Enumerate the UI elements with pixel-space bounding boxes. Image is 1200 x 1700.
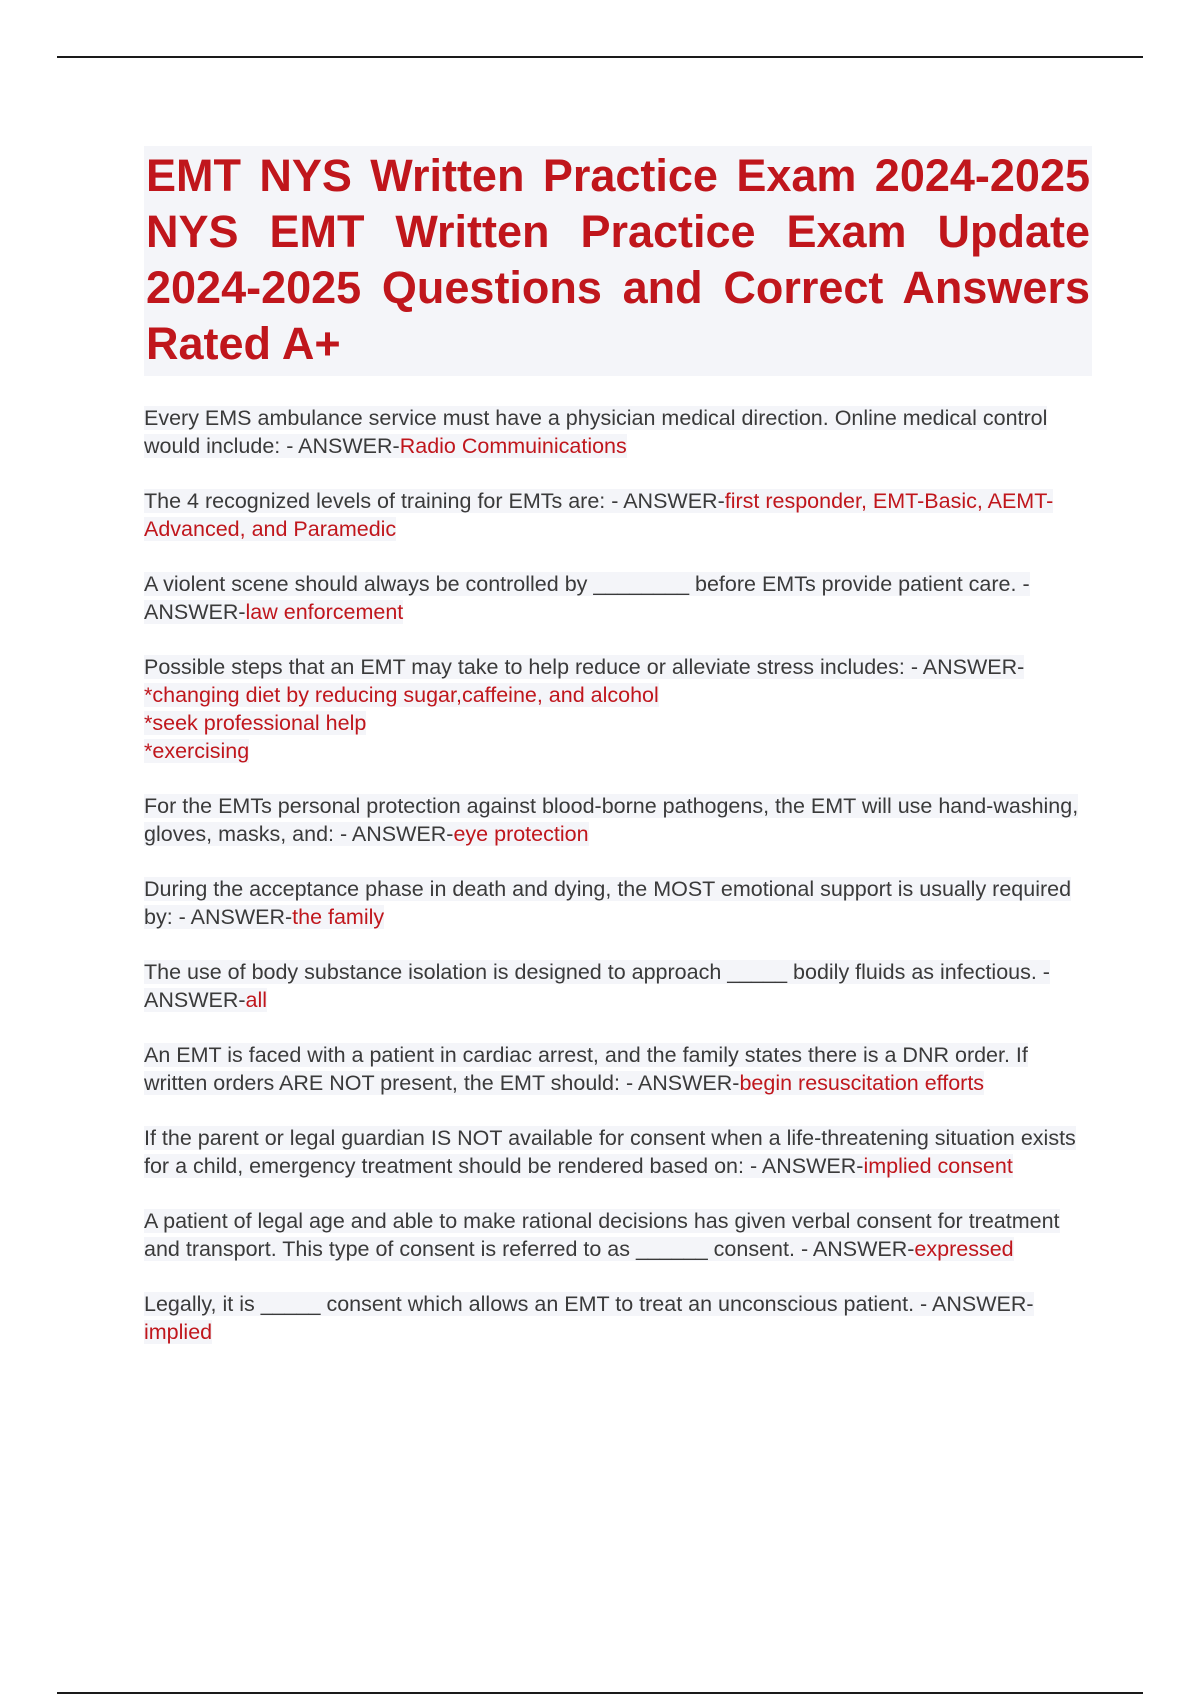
document-body: [144, 146, 1092, 1373]
answer-text: the family: [292, 905, 385, 929]
bottom-rule: [57, 1692, 1143, 1694]
answer-label: - ANSWER-: [172, 905, 293, 929]
question-text: The 4 recognized levels of training for EMTs are:: [144, 489, 606, 513]
qa-item: [144, 1290, 1092, 1346]
question-text: If the parent or legal guardian IS NOT available for consent when a life-threatening situation exists for a child, emergency treatment should be rendered based on:: [144, 1126, 1076, 1178]
answer-line: *exercising: [144, 739, 250, 763]
answer-text: all: [245, 988, 268, 1012]
answer-line: *changing diet by reducing sugar,caffeine, and alcohol: [144, 683, 659, 707]
question-text: Every EMS ambulance service must have a physician medical direction. Online medical control would include:: [144, 406, 1048, 458]
answer-text: expressed: [914, 1237, 1014, 1261]
answer-label: - ANSWER-: [144, 572, 1030, 624]
qa-item: [144, 1041, 1092, 1097]
qa-item: [144, 1124, 1092, 1180]
question-text: A violent scene should always be controlled by ________ before EMTs provide patient care.: [144, 572, 1017, 596]
title-block: [144, 146, 1092, 376]
answer-text: first responder, EMT-Basic, AEMT-Advanced, and Paramedic: [144, 489, 1054, 541]
answer-label: - ANSWER-: [280, 434, 400, 458]
qa-item: [144, 570, 1092, 626]
answer-label: - ANSWER-: [904, 655, 1025, 679]
question-text: An EMT is faced with a patient in cardiac arrest, and the family states there is a DNR order. If written orders ARE NOT present, the EMT should:: [144, 1043, 1028, 1095]
question-text: During the acceptance phase in death and dying, the MOST emotional support is usually required by:: [144, 877, 1072, 929]
answer-label: - ANSWER-: [620, 1071, 740, 1095]
question-text: The use of body substance isolation is designed to approach _____ bodily fluids as infectious.: [144, 960, 1037, 984]
top-rule: [57, 56, 1143, 58]
question-text: For the EMTs personal protection against blood-borne pathogens, the EMT will use hand-washing, gloves, masks, and:: [144, 794, 1079, 846]
answer-label: - ANSWER-: [743, 1154, 864, 1178]
question-text: A patient of legal age and able to make rational decisions has given verbal consent for treatment and transport. This type of consent is referred to as ______ consent.: [144, 1209, 1060, 1261]
qa-item: [144, 653, 1092, 765]
qa-item: [144, 487, 1092, 543]
answer-text: law enforcement: [245, 600, 404, 624]
answer-line: *seek professional help: [144, 711, 367, 735]
qa-item: [144, 404, 1092, 460]
answer-text: implied consent: [863, 1154, 1013, 1178]
answer-label: - ANSWER-: [334, 822, 454, 846]
answer-label: - ANSWER-: [794, 1237, 915, 1261]
qa-item: [144, 875, 1092, 931]
document-title: EMT NYS Written Practice Exam 2024-2025 NYS EMT Written Practice Exam Update 2024-2025 Questions and Correct Answers Rated A+: [146, 150, 1090, 369]
answer-text: implied: [144, 1320, 213, 1344]
qa-item: [144, 958, 1092, 1014]
answer-label: - ANSWER-: [914, 1292, 1034, 1316]
answer-text: eye protection: [453, 822, 589, 846]
question-text: Legally, it is _____ consent which allows an EMT to treat an unconscious patient.: [144, 1292, 915, 1316]
answer-text: Radio Commuinications: [399, 434, 627, 458]
answer-text: begin resuscitation efforts: [739, 1071, 985, 1095]
question-text: Possible steps that an EMT may take to help reduce or alleviate stress includes:: [144, 655, 905, 679]
qa-list: [144, 404, 1092, 1346]
answer-label: - ANSWER-: [605, 489, 725, 513]
answer-label: - ANSWER-: [144, 960, 1050, 1012]
qa-item: [144, 1207, 1092, 1263]
qa-item: [144, 792, 1092, 848]
